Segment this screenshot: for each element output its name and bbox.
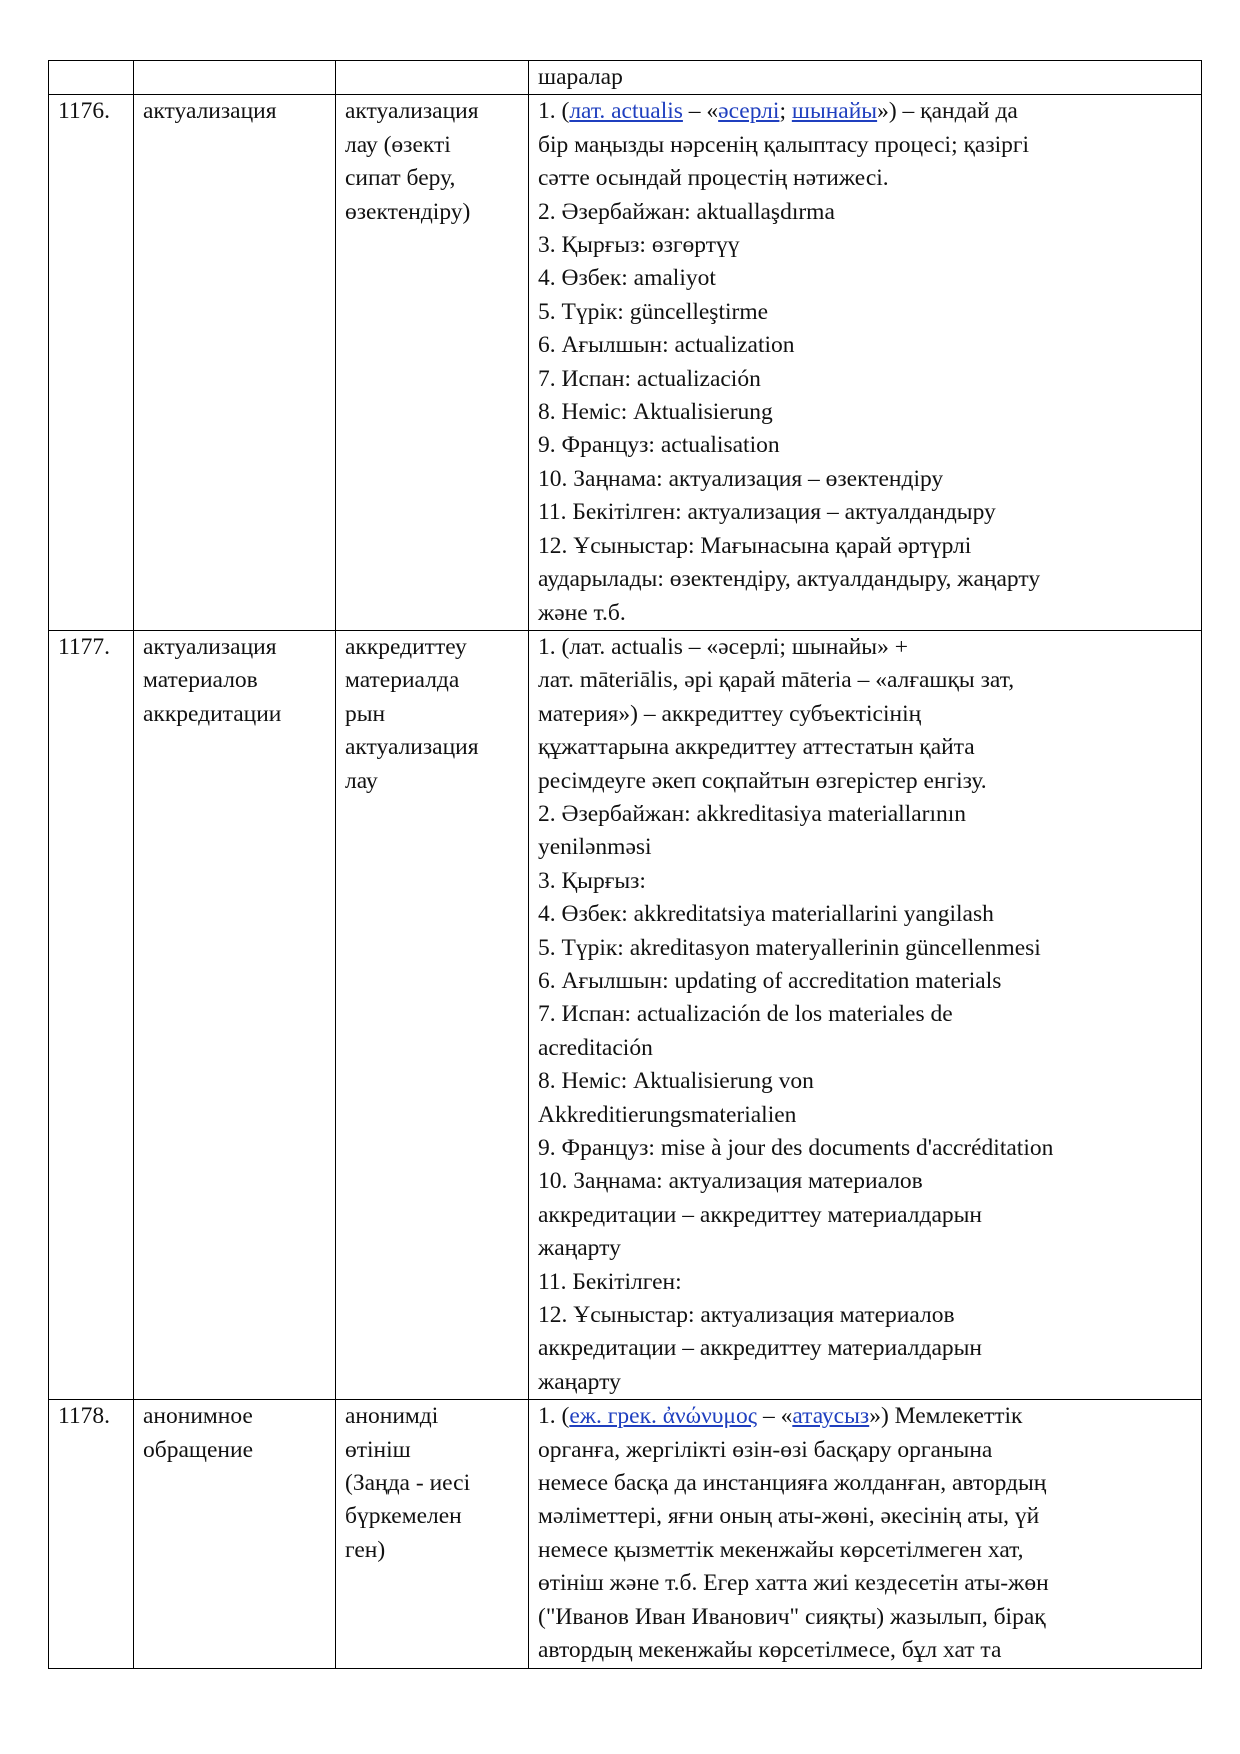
russian-term-line: материалов (143, 667, 258, 694)
legislation-line: 10. Заңнама: актуализация – өзектендіру (538, 465, 944, 492)
kazakh-term-cell (336, 630, 529, 1399)
translation-line: 8. Неміс: Aktualisierung von (538, 1068, 814, 1095)
translation-line: 9. Француз: actualisation (538, 432, 780, 459)
kazakh-term-line: сипат беру, (345, 165, 456, 192)
translation-line: 7. Испан: actualización (538, 365, 761, 392)
etymology-line (538, 95, 1196, 128)
kazakh-term-cell (336, 95, 529, 631)
table-row-1176 (49, 95, 1202, 631)
table-row-1177 (49, 630, 1202, 1399)
russian-term-line: анонимное (143, 1403, 253, 1430)
russian-term-line: аккредитации (143, 700, 282, 727)
description-cell (529, 1400, 1202, 1668)
etymology-line (538, 1400, 1196, 1433)
number-cell: 1178. (49, 1400, 134, 1668)
definition-line: ресімдеуге әкеп соқпайтын өзгерістер енгізу. (538, 767, 987, 794)
number-cell: 1176. (49, 95, 134, 631)
russian-term-cell (134, 95, 336, 631)
description-cell (529, 95, 1202, 631)
kazakh-term-line: актуализация (345, 734, 479, 761)
approved-line: 11. Бекітілген: актуализация – актуалдандыру (538, 499, 996, 526)
recommendation-line: және т.б. (538, 599, 626, 626)
etymology-text: – « (757, 1403, 793, 1430)
etymology-link-meaning-1[interactable]: әсерлі (718, 98, 780, 125)
russian-term-cell (134, 61, 336, 95)
terms-table (48, 60, 1202, 1669)
description-cell (529, 630, 1202, 1399)
etymology-text: ») Мемлекеттік (869, 1403, 1023, 1430)
recommendation-line: жаңарту (538, 1368, 621, 1395)
translation-line: 4. Өзбек: amaliyot (538, 265, 716, 292)
translation-line: 6. Ағылшын: updating of accreditation materials (538, 967, 1002, 994)
etymology-text: 1. ( (538, 1403, 570, 1430)
etymology-link-greek[interactable]: еж. грек. ἀνώνυμος (569, 1403, 758, 1430)
kazakh-term-line: рын (345, 700, 386, 727)
kazakh-term-cell (336, 61, 529, 95)
kazakh-term-cell (336, 1400, 529, 1668)
etymology-link-meaning-1[interactable]: атаусыз (792, 1403, 870, 1430)
russian-term-line: актуализация (143, 633, 277, 660)
definition-line: мәліметтері, яғни оның аты-жөні, әкесінің аты, үй (538, 1503, 1040, 1530)
kazakh-term-line: ген) (345, 1536, 386, 1563)
recommendation-line: аударылады: өзектендіру, актуалдандыру, жаңарту (538, 566, 1041, 593)
translation-line: 9. Француз: mise à jour des documents d'accréditation (538, 1135, 1054, 1161)
recommendation-line: 12. Ұсыныстар: Мағынасына қарай әртүрлі (538, 532, 972, 559)
translation-line: 6. Ағылшын: actualization (538, 332, 795, 359)
kazakh-term-line: лау (345, 767, 378, 794)
translation-line: acreditación (538, 1034, 653, 1061)
table-row-continuation (49, 61, 1202, 95)
translation-line: 4. Өзбек: akkreditatsiya materiallarini yangilash (538, 901, 994, 928)
translation-line: 3. Қырғыз: (538, 867, 646, 894)
translation-line: 7. Испан: actualización de los materiales de (538, 1001, 953, 1028)
approved-line: 11. Бекітілген: (538, 1268, 682, 1295)
etymology-text: ») – қандай да (877, 98, 1018, 125)
translation-line: 3. Қырғыз: өзгөртүү (538, 232, 740, 259)
definition-line: лат. māteriālis, әрі қарай māteria – «алғашқы зат, (538, 667, 1015, 694)
translation-line: 2. Әзербайжан: aktuallaşdırma (538, 198, 835, 225)
number-cell: 1177. (49, 630, 134, 1399)
definition-line: өтініш және т.б. Егер хатта жиі кездесетін аты-жөн (538, 1570, 1049, 1597)
translation-line: 2. Әзербайжан: akkreditasiya materiallarının (538, 800, 967, 827)
definition-line: бір маңызды нәрсенің қалыптасу процесі; қазіргі (538, 131, 1030, 158)
kazakh-term-line: өтініш (345, 1436, 411, 1463)
number-cell (49, 61, 134, 95)
etymology-text: 1. ( (538, 98, 570, 125)
translation-line: 5. Түрік: güncelleştirme (538, 298, 769, 325)
legislation-line: жаңарту (538, 1235, 621, 1262)
definition-line: органға, жергілікті өзін-өзі басқару органына (538, 1436, 993, 1463)
legislation-line: 10. Заңнама: актуализация материалов (538, 1168, 923, 1195)
translation-line: 5. Түрік: akreditasyon materyallerinin güncellenmesi (538, 934, 1041, 961)
translation-line: Akkreditierungsmaterialien (538, 1101, 797, 1128)
description-cell (529, 61, 1202, 95)
definition-line: немесе қызметтік мекенжайы көрсетілмеген хат, (538, 1536, 1024, 1563)
russian-term-line: обращение (143, 1436, 253, 1463)
russian-term-cell (134, 630, 336, 1399)
kazakh-term-line: бүркемелен (345, 1503, 462, 1530)
kazakh-term-line: лау (өзекті (345, 131, 451, 158)
russian-term-cell (134, 1400, 336, 1668)
definition-line: автордың мекенжайы көрсетілмесе, бұл хат та (538, 1637, 1002, 1664)
definition-line: құжаттарына аккредиттеу аттестатын қайта (538, 734, 975, 761)
kazakh-term-line: (Заңда - иесі (345, 1470, 471, 1497)
kazakh-term-line: материалда (345, 667, 460, 694)
kazakh-term-line: анонимді (345, 1403, 439, 1430)
definition-line: материя») – аккредиттеу субъектісінің (538, 700, 922, 727)
etymology-text: ; (779, 98, 792, 125)
recommendation-line: 12. Ұсыныстар: актуализация материалов (538, 1302, 955, 1329)
definition-line: сәтте осындай процестің нәтижесі. (538, 165, 889, 192)
table-row-1178 (49, 1400, 1202, 1668)
russian-term-line: актуализация (143, 98, 277, 125)
translation-line: yenilənməsi (538, 834, 652, 861)
recommendation-line: аккредитации – аккредиттеу материалдарын (538, 1335, 982, 1362)
definition-line: ("Иванов Иван Иванович" сияқты) жазылып, бірақ (538, 1603, 1046, 1630)
definition-line: немесе басқа да инстанцияға жолданған, автордың (538, 1470, 1047, 1497)
translation-line: 8. Неміс: Aktualisierung (538, 399, 773, 426)
etymology-line: 1. (лат. actualis – «әсерлі; шынайы» + (538, 633, 908, 660)
etymology-text: – « (682, 98, 719, 125)
etymology-link-meaning-2[interactable]: шынайы (791, 98, 878, 125)
legislation-line: аккредитации – аккредиттеу материалдарын (538, 1201, 982, 1228)
continuation-text: шаралар (538, 64, 623, 90)
etymology-link-latin[interactable]: лат. actualis (569, 98, 683, 125)
kazakh-term-line: өзектендіру) (345, 198, 471, 225)
kazakh-term-line: аккредиттеу (345, 633, 467, 660)
kazakh-term-line: актуализация (345, 98, 479, 125)
